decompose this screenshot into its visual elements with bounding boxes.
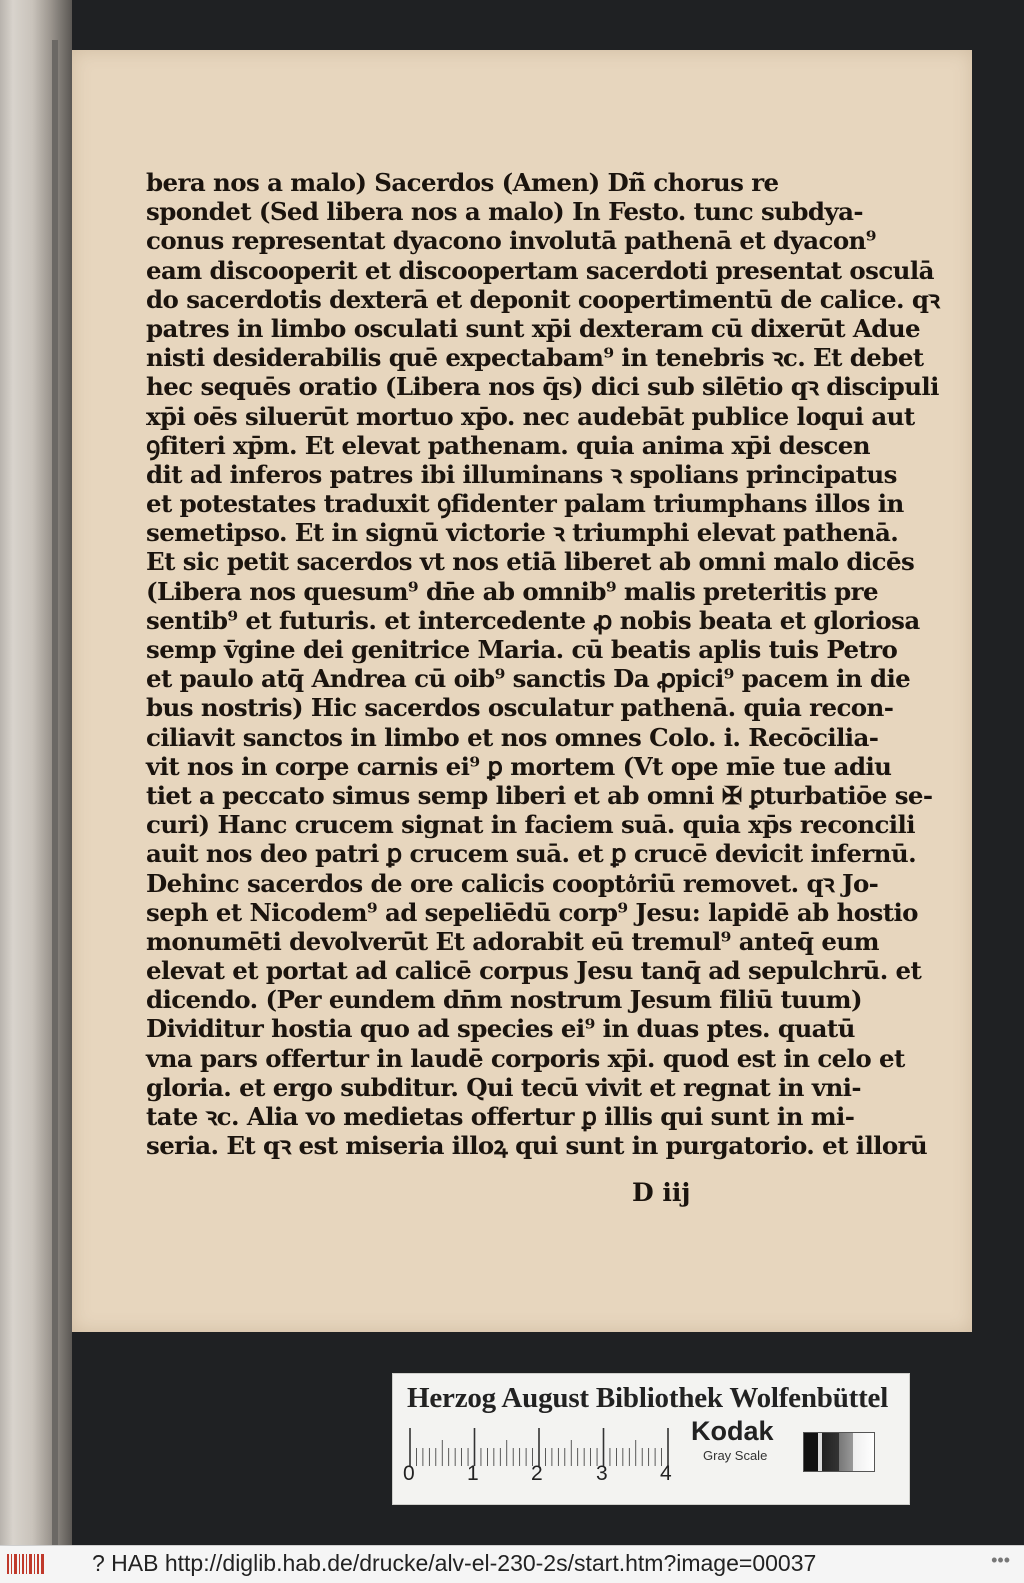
kodak-logo: Kodak <box>691 1416 774 1446</box>
text-line: xp̄i oēs siluerūt mortuo xp̄o. nec audebāt publice loqui aut <box>146 401 915 431</box>
status-url[interactable]: ? HAB http://diglib.hab.de/drucke/alv-el-230-2s/start.htm?image=00037 <box>92 1550 817 1576</box>
text-line: Dehinc sacerdos de ore calicis coopto͛riū removet. qꝛ Jo- <box>146 868 879 898</box>
text-line: elevat et portat ad calicē corpus Jesu tanq̄ ad sepulchrū. et <box>146 956 922 986</box>
ruler-number: 0 <box>403 1462 415 1485</box>
barcode-icon <box>6 1552 46 1576</box>
text-line: ciliavit sanctos in limbo et nos omnes Colo. i. Recōcilia- <box>146 722 879 752</box>
text-line: semp v̄gine dei genitrice Maria. cū beatis aplis tuis Petro <box>146 635 898 664</box>
text-line: sentib⁹ et futuris. et intercedente ꝓ nobis beata et gloriosa <box>146 605 920 635</box>
text-line: dicendo. (Per eundem dn̄m nostrum Jesum filiū tuum) <box>146 985 862 1015</box>
text-line: et paulo atq̄ Andrea cū oib⁹ sanctis Da ꝓpici⁹ pacem in die <box>146 664 911 694</box>
text-line: vit nos in corpe carnis ei⁹ ꝑ mortem (Vt ope mīe tue adiu <box>146 751 892 781</box>
text-line: spondet (Sed libera nos a malo) In Festo. tunc subdya- <box>146 197 863 227</box>
ruler-ticks <box>409 1426 671 1466</box>
text-line: auit nos deo patri ꝑ crucem suā. et ꝑ crucē devicit infernū. <box>146 839 917 869</box>
text-line: tiet a peccato simus semp liberi et ab omni ✠ ꝑturbatiōe se- <box>146 780 933 810</box>
text-line: eam discooperit et discoopertam sacerdoti presentat osculā <box>146 255 934 285</box>
text-line: bus nostris) Hic sacerdos osculatur pathenā. quia recon- <box>146 693 894 723</box>
text-line: vna pars offertur in laudē corporis xp̄i. quod est in celo et <box>146 1043 905 1073</box>
text-line: gloria. et ergo subditur. Qui tecū vivit et regnat in vni- <box>146 1072 861 1102</box>
ruler-number: 1 <box>467 1462 479 1485</box>
text-line: hec sequēs oratio (Libera nos q̄s) dici sub silētio qꝛ discipuli <box>146 372 939 402</box>
text-line: (Libera nos quesum⁹ dn̄e ab omnib⁹ malis preteritis pre <box>146 576 878 606</box>
text-line: nisti desiderabilis quē expectabam⁹ in tenebris ꝛc. Et debet <box>146 343 924 373</box>
ruler-number: 2 <box>531 1462 543 1485</box>
menu-dots-icon[interactable]: ••• <box>991 1550 1010 1570</box>
text-line: semetipso. Et in signū victorie ꝛ triumphi elevat pathenā. <box>146 518 899 548</box>
text-line: conus representat dyacono involutā pathenā et dyacon⁹ <box>146 226 876 256</box>
text-line: tate ꝛc. Alia vo medietas offertur ꝑ illis qui sunt in mi- <box>146 1102 855 1131</box>
text-line: Et sic petit sacerdos vt nos etiā liberet ab omni malo dicēs <box>146 547 915 577</box>
text-line: patres in limbo osculati sunt xp̄i dexteram cū dixerūt Adue <box>146 313 921 343</box>
library-title: Herzog August Bibliothek Wolfenbüttel <box>407 1382 889 1414</box>
browser-status-bar <box>0 1545 1024 1583</box>
ruler-numbers <box>403 1462 693 1488</box>
text-line: ꝯfiteri xp̄m. Et elevat pathenam. quia anima xp̄i descen <box>146 430 870 460</box>
book-edge <box>0 0 72 1545</box>
library-color-card <box>392 1373 910 1505</box>
ruler-number: 3 <box>596 1462 608 1485</box>
page-signature: D iij <box>632 1178 691 1207</box>
text-line: do sacerdotis dexterā et deponit coopertimentū de calice. qꝛ <box>146 284 940 314</box>
scanned-page <box>72 50 972 1332</box>
text-line: seria. Et qꝛ est miseria illoꝝ qui sunt in purgatorio. et illorū <box>146 1131 928 1161</box>
ruler-number: 4 <box>660 1462 672 1485</box>
text-line: monumēti devolverūt Et adorabit eū tremul⁹ anteq̄ eum <box>146 926 879 956</box>
text-line: curi) Hanc crucem signat in faciem suā. quia xp̄s reconcili <box>146 810 915 840</box>
text-line: seph et Nicodem⁹ ad sepeliēdū corp⁹ Jesu: lapidē ab hostio <box>146 897 918 927</box>
page-text <box>146 168 940 1161</box>
text-line: Dividitur hostia quo ad species ei⁹ in duas ptes. quatū <box>146 1014 855 1044</box>
text-line: et potestates traduxit ꝯfidenter palam triumphans illos in <box>146 489 904 519</box>
book-edge-stripe <box>52 40 58 1545</box>
text-line: bera nos a malo) Sacerdos (Amen) Dñ̄ chorus re <box>146 168 779 197</box>
text-line: dit ad inferos patres ibi illuminans ꝛ spolians principatus <box>146 459 897 489</box>
grayscale-label: Gray Scale <box>703 1448 768 1463</box>
gray-scale-patch <box>803 1432 875 1472</box>
